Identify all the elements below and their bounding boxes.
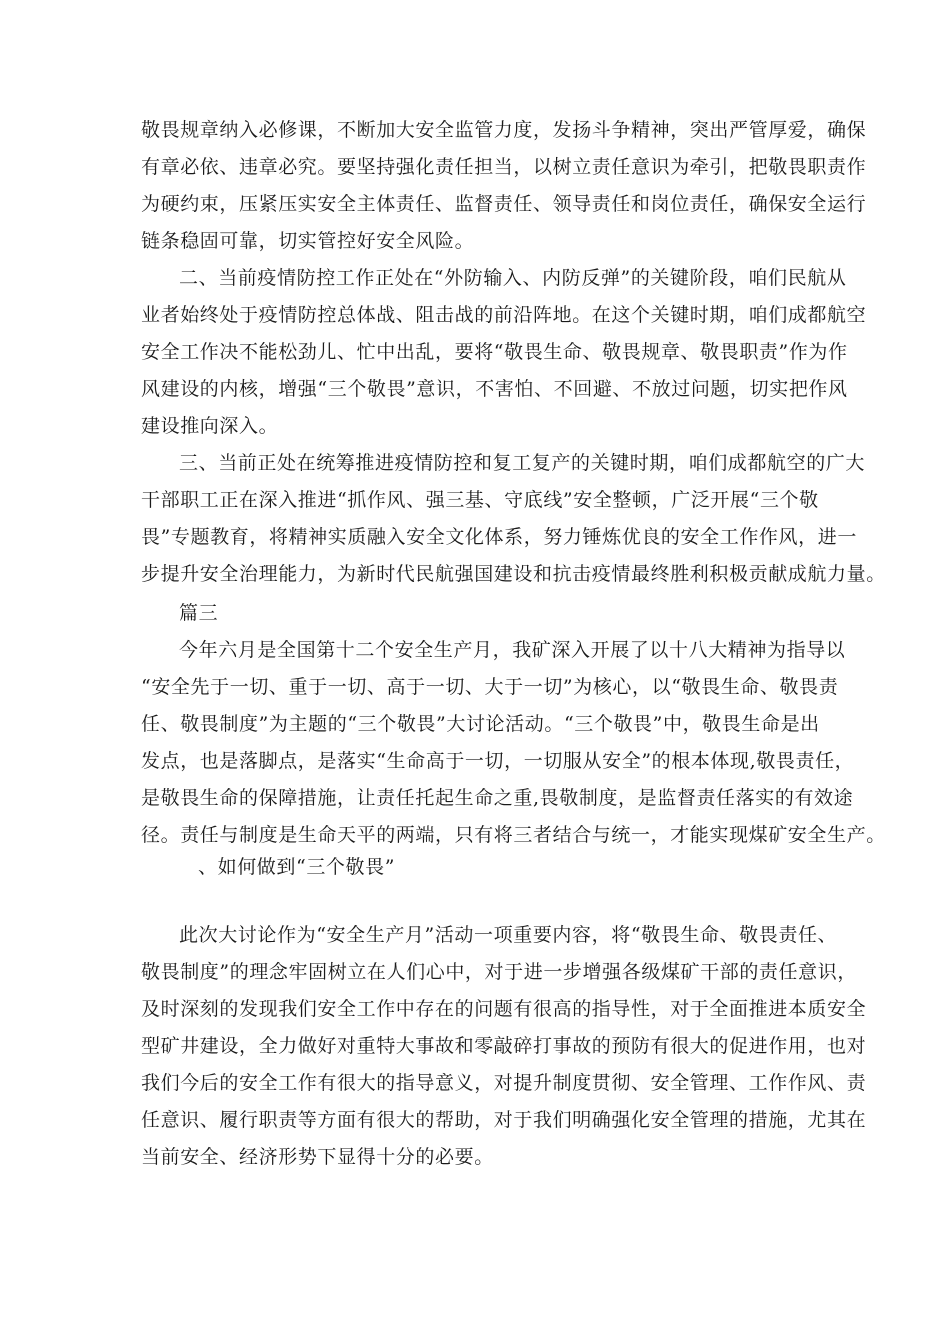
text-line: 是敬畏生命的保障措施，让责任托起生命之重,畏敬制度，是监督责任落实的有效途: [141, 787, 854, 809]
subheading: 、如何做到“三个敬畏”: [198, 856, 396, 878]
text-line: 此次大讨论作为“安全生产月”活动一项重要内容，将“敬畏生命、敬畏责任、: [179, 924, 838, 946]
text-line: 当前安全、经济形势下显得十分的必要。: [141, 1146, 494, 1168]
text-line: 链条稳固可靠，切实管控好安全风险。: [141, 230, 475, 252]
text-line: 有章必依、违章必究。要坚持强化责任担当，以树立责任意识为牵引，把敬畏职责作: [141, 156, 867, 178]
section-heading: 篇三: [179, 602, 219, 624]
text-line: 发点，也是落脚点，是落实“生命高于一切，一切服从安全”的根本体现,敬畏责任，: [141, 750, 855, 772]
text-line: 任意识、履行职责等方面有很大的帮助，对于我们明确强化安全管理的措施，尤其在: [141, 1109, 867, 1131]
text-line: 建设推向深入。: [141, 415, 279, 437]
text-line: 三、当前正处在统筹推进疫情防控和复工复产的关键时期，咱们成都航空的广大: [179, 452, 866, 474]
text-line: “安全先于一切、重于一切、高于一切、大于一切”为核心，以“敬畏生命、敬畏责: [141, 676, 839, 698]
text-line: 风建设的内核，增强“三个敬畏”意识，不害怕、不回避、不放过问题，切实把作风: [141, 378, 848, 400]
text-line: 敬畏规章纳入必修课，不断加大安全监管力度，发扬斗争精神，突出严管厚爱，确保: [141, 119, 867, 141]
text-line: 安全工作决不能松劲儿、忙中出乱，要将“敬畏生命、敬畏规章、敬畏职责”作为作: [141, 341, 848, 363]
text-line: 今年六月是全国第十二个安全生产月，我矿深入开展了以十八大精神为指导以: [179, 639, 846, 661]
text-line: 业者始终处于疫情防控总体战、阻击战的前沿阵地。在这个关键时期，咱们成都航空: [141, 304, 867, 326]
text-line: 畏”专题教育，将精神实质融入安全文化体系，努力锤炼优良的安全工作作风，进一: [141, 526, 857, 548]
text-line: 我们今后的安全工作有很大的指导意义，对提升制度贯彻、安全管理、工作作风、责: [141, 1072, 867, 1094]
text-line: 径。责任与制度是生命天平的两端，只有将三者结合与统一，才能实现煤矿安全生产。: [141, 824, 886, 846]
text-line: 及时深刻的发现我们安全工作中存在的问题有很高的指导性，对于全面推进本质安全: [141, 998, 867, 1020]
text-line: 敬畏制度”的理念牢固树立在人们心中，对于进一步增强各级煤矿干部的责任意识，: [141, 961, 857, 983]
text-line: 为硬约束，压紧压实安全主体责任、监督责任、领导责任和岗位责任，确保安全运行: [141, 193, 867, 215]
text-line: 步提升安全治理能力，为新时代民航强国建设和抗击疫情最终胜利积极贡献成航力量。: [141, 563, 886, 585]
text-line: 任、敬畏制度”为主题的“三个敬畏”大讨论活动。“三个敬畏”中，敬畏生命是出: [141, 713, 820, 735]
text-line: 型矿井建设，全力做好对重特大事故和零敲碎打事故的预防有很大的促进作用，也对: [141, 1035, 867, 1057]
text-line: 干部职工正在深入推进“抓作风、强三基、守底线”安全整顿，广泛开展“三个敬: [141, 489, 819, 511]
text-line: 二、当前疫情防控工作正处在“外防输入、内防反弹”的关键阶段，咱们民航从: [179, 267, 847, 289]
